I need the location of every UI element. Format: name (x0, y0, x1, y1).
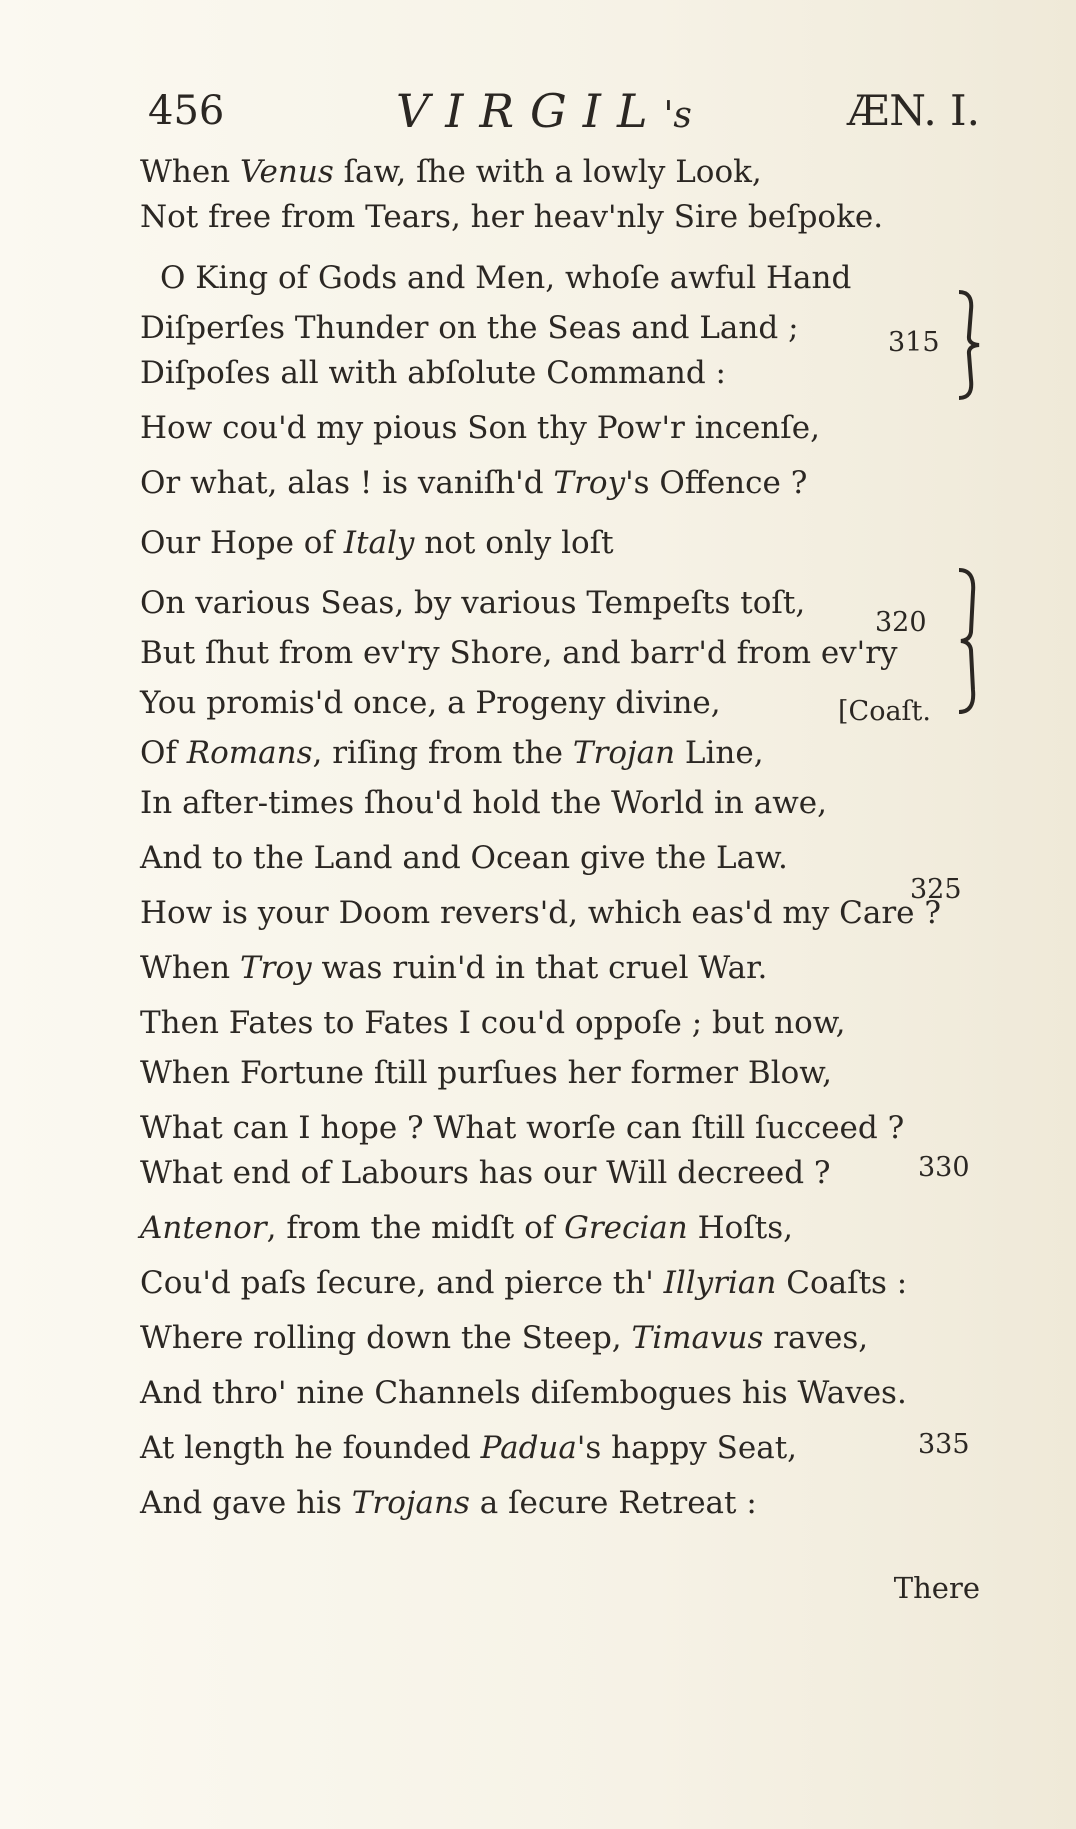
verse-line (140, 1208, 793, 1248)
italic-text: Italy (343, 525, 415, 561)
running-title-text: VIRGIL (396, 84, 664, 138)
italic-text: Timavus (631, 1320, 764, 1356)
book-indicator: ÆN. I. (847, 86, 980, 135)
triplet-brace (955, 566, 985, 716)
running-title (396, 84, 692, 138)
verse-text: Diſpoſes all with abſolute Command : (140, 355, 726, 391)
verse-text: When (140, 154, 240, 190)
verse-text: When Fortune ſtill purſues her former Blow, (140, 1055, 833, 1091)
verse-text: Then Fates to Fates I cou'd oppoſe ; but now, (140, 1005, 846, 1041)
verse-text: a ſecure Retreat : (469, 1485, 757, 1521)
verse-text: Hoſts, (687, 1210, 793, 1246)
verse-text: 's Offence ? (625, 465, 808, 501)
verse-text: How is your Doom revers'd, which eas'd my Care ? (140, 895, 941, 931)
verse-line (140, 948, 767, 988)
verse-line (140, 308, 799, 348)
verse-text: , riſing from the (312, 735, 573, 771)
verse-line (140, 1263, 907, 1303)
verse-text: Or what, alas ! is vaniſh'd (140, 465, 554, 501)
italic-text: Romans (186, 735, 313, 771)
verse-text: O King of Gods and Men, whoſe awful Hand (160, 260, 852, 296)
verse-text: But ſhut from ev'ry Shore, and barr'd from ev'ry (140, 635, 898, 671)
verse-text: Of (140, 735, 187, 771)
triplet-brace (955, 288, 985, 402)
line-number: 330 (918, 1152, 970, 1183)
verse-line (140, 1053, 832, 1093)
verse-line (140, 463, 807, 503)
italic-text: Antenor (140, 1210, 267, 1246)
verse-line (140, 408, 820, 448)
verse-text: Not free from Tears, her heav'nly Sire beſpoke. (140, 199, 884, 235)
line-number: 320 (875, 607, 927, 638)
catchword: There (893, 1571, 980, 1605)
verse-text: 's happy Seat, (576, 1430, 798, 1466)
verse-text: Diſperſes Thunder on the Seas and Land ; (140, 310, 799, 346)
verse-line (140, 838, 788, 878)
verse-text: When (140, 950, 240, 986)
verse-text: Line, (675, 735, 764, 771)
verse-text: , from the midſt of (266, 1210, 565, 1246)
verse-text: What end of Labours has our Will decreed ? (140, 1155, 831, 1191)
running-title-suffix: 's (663, 95, 692, 136)
verse-text: And thro' nine Channels diſembogues his Waves. (140, 1375, 907, 1411)
verse-line (140, 683, 721, 723)
verse-text: At length he founded (140, 1430, 481, 1466)
verse-text: How cou'd my pious Son thy Pow'r incenſe, (140, 410, 820, 446)
verse-line (140, 1003, 845, 1043)
verse-line (140, 1108, 904, 1148)
verse-line (140, 1318, 868, 1358)
italic-text: Illyrian (663, 1265, 777, 1301)
verse-line (140, 893, 941, 933)
running-header (148, 84, 980, 144)
verse-text: Our Hope of (140, 525, 344, 561)
verse-text: On various Seas, by various Tempeſts toſt, (140, 585, 806, 621)
verse-text: Coaſts : (776, 1265, 908, 1301)
verse-text: Where rolling down the Steep, (140, 1320, 632, 1356)
page-number: 456 (148, 88, 225, 134)
italic-text: Trojan (572, 735, 676, 771)
verse-line (140, 1153, 831, 1193)
italic-text: Padua (480, 1430, 577, 1466)
verse-line (140, 783, 827, 823)
verse-line (140, 733, 764, 773)
verse-text: not only loſt (414, 525, 614, 561)
verse-text: In after-times ſhou'd hold the World in awe, (140, 785, 827, 821)
verse-text: You promis'd once, a Progeny divine, (140, 685, 721, 721)
verse-line (140, 152, 762, 192)
line-number: 335 (918, 1429, 970, 1460)
verse-line (140, 523, 614, 563)
verse-text: What can I hope ? What worſe can ſtill ſucceed ? (140, 1110, 905, 1146)
line-number: 315 (888, 327, 940, 358)
verse-text: raves, (763, 1320, 869, 1356)
verse-line (140, 583, 805, 623)
verse-line (140, 633, 898, 673)
verse-line (140, 1428, 797, 1468)
turnover-word: [Coaſt. (838, 696, 931, 727)
verse-text: And gave his (140, 1485, 352, 1521)
line-number: 325 (910, 874, 962, 905)
verse-text: ſaw, ſhe with a lowly Look, (333, 154, 762, 190)
verse-line (140, 197, 883, 237)
verse-text: was ruin'd in that cruel War. (311, 950, 768, 986)
verse-line (140, 1373, 907, 1413)
verse-line (140, 1483, 757, 1523)
italic-text: Troy (553, 465, 626, 501)
italic-text: Grecian (564, 1210, 688, 1246)
italic-text: Venus (240, 154, 334, 190)
verse-line (160, 258, 851, 298)
verse-text: Cou'd paſs ſecure, and pierce th' (140, 1265, 664, 1301)
italic-text: Troy (240, 950, 312, 986)
verse-text: And to the Land and Ocean give the Law. (140, 840, 788, 876)
italic-text: Trojans (351, 1485, 470, 1521)
verse-line (140, 353, 726, 393)
